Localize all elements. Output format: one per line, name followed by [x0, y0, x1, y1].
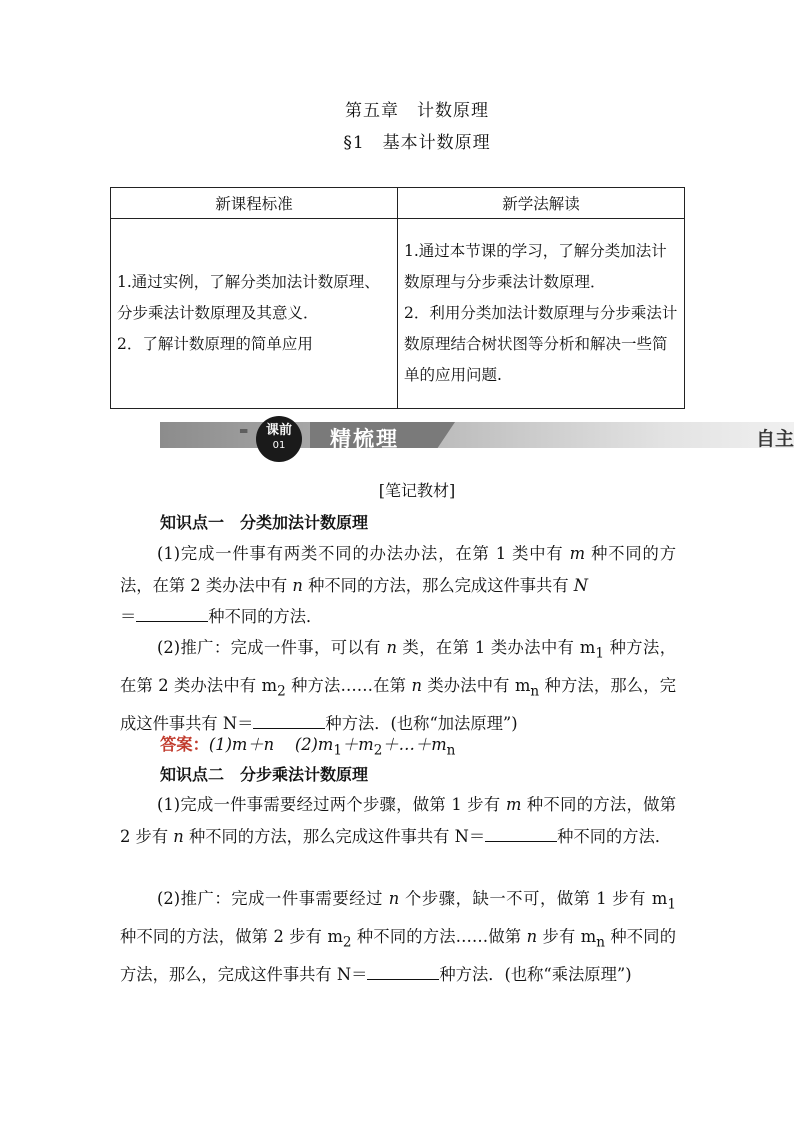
standards-table: [110, 187, 685, 409]
section-title: §1 基本计数原理: [343, 133, 491, 153]
kp1-paragraph-1: (1)完成一件事有两类不同的办法办法，在第 1 类中有 m 种不同的方法，在第 2 类办法中有 n 种不同的方法，那么完成这件事共有 N ＝ 种不同的方法．: [120, 544, 676, 626]
kp1-paragraph-2: (2)推广：完成一件事，可以有 n 类，在第 1 类办法中有 $m_1$ 种方法，在第 2 类办法中有 $m_2$ 种方法……在第 n 类办法中有 $m_n$ 种方法，那么，完成这件事共有 N＝ 种方法．(也称“加法原理”): [120, 638, 676, 733]
answer-label: 答案：: [160, 735, 209, 754]
standard-item: 1.通过实例，了解分类加法计数原理、分步乘法计数原理及其意义．: [117, 273, 380, 322]
method-item: 2．利用分类加法计数原理与分步乘法计数原理结合树状图等分析和解决一些简单的应用问题.: [404, 304, 678, 384]
banner-heading: 精梳理: [330, 427, 399, 451]
table-cell-left: [111, 219, 398, 409]
kp2-title: 知识点二 分步乘法计数原理: [160, 765, 369, 784]
table-header-left: 新课程标准: [111, 188, 398, 219]
table-cell-right: [398, 219, 685, 409]
table-header-right: 新学法解读: [398, 188, 685, 219]
chapter-title: 第五章 计数原理: [345, 101, 489, 121]
fill-blank: [253, 712, 325, 729]
fill-blank: [367, 963, 439, 980]
badge-number: 01: [272, 440, 286, 451]
banner-line-icon: ═: [240, 424, 248, 438]
notes-label: [笔记教材]: [378, 481, 456, 500]
kp1-answer: 答案：(1)m＋n $(2)m_1+m_2+\dots+m_n$: [160, 735, 456, 759]
kp2-paragraph-2: (2)推广：完成一件事需要经过 n 个步骤，缺一不可，做第 1 步有 $m_1$ 种不同的方法，做第 2 步有 $m_2$ 种不同的方法……做第 n 步有 $m_n$ 种不同的方法，那么，完成这件事共有 N＝ 种方法．(也称“乘法原理”): [120, 889, 676, 984]
section-banner: [160, 414, 794, 464]
method-item: 1.通过本节课的学习，了解分类加法计数原理与分步乘法计数原理．: [404, 242, 667, 291]
kp2-paragraph-1: (1)完成一件事需要经过两个步骤，做第 1 步有 m 种不同的方法，做第 2 步有 n 种不同的方法，那么完成这件事共有 N＝ 种不同的方法．: [120, 795, 676, 846]
badge-text: 课前: [265, 423, 292, 438]
fill-blank: [485, 825, 557, 842]
standard-item: 2．了解计数原理的简单应用: [117, 335, 313, 353]
fill-blank: [136, 605, 208, 622]
banner-right-text: 自主: [755, 428, 794, 450]
banner-badge: [256, 416, 302, 462]
kp1-title: 知识点一 分类加法计数原理: [160, 513, 369, 532]
